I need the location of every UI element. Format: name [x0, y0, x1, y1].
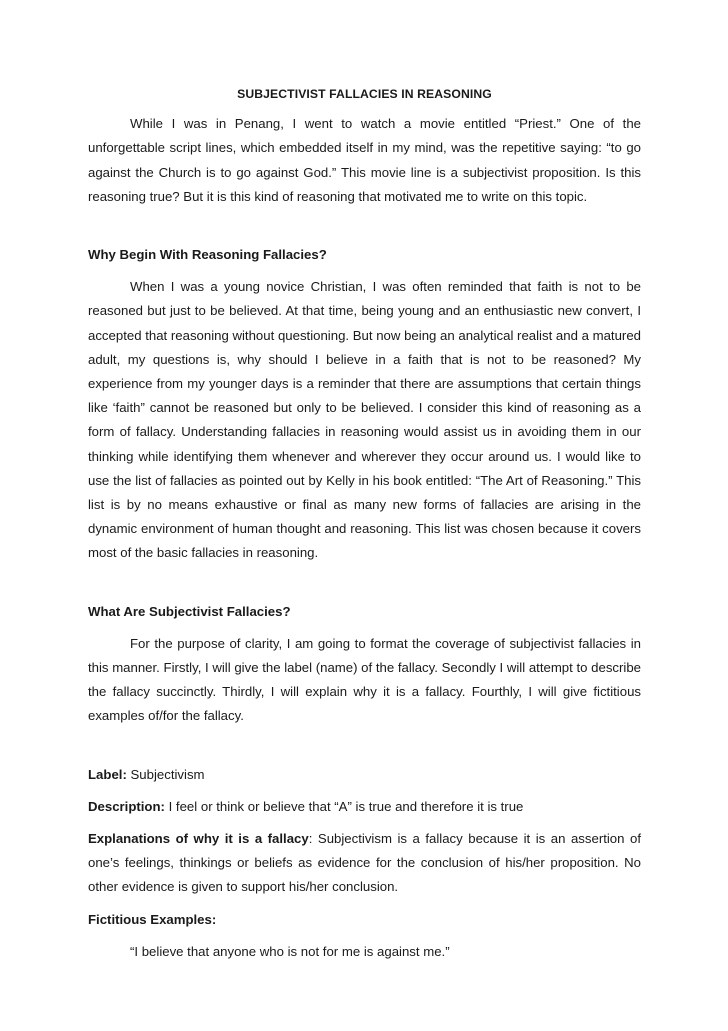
spacer: [88, 932, 641, 940]
spacer: [88, 819, 641, 827]
spacer: [88, 624, 641, 632]
examples-key: Fictitious Examples:: [88, 911, 217, 927]
description-value: I feel or think or believe that “A” is true and therefore it is true: [164, 798, 524, 814]
section-body-why-begin: When I was a young novice Christian, I was often reminded that faith is not to be reasoned but just to be believed. At that time, being young and an enthusiastic new convert, I accepted that reasoning without questioning. But now being an analytical realist and a matured adult, my questions is, why should I believe in a faith that is not to be reasoned? My experience from my younger days is a reminder that there are assumptions that certain things like ‘faith” cannot be reasoned but only to be believed. I consider this kind of reasoning as a form of fallacy. Understanding fallacies in reasoning would assist us in avoiding them in our thinking while identifying them whenever and wherever they occur around us. I would like to use the list of fallacies as pointed out by Kelly in his book entitled: “The Art of Reasoning.” This list is by no means exhaustive or final as many new forms of fallacies are arising in the dynamic environment of human thought and reasoning. This list was chosen because it covers most of the basic fallacies in reasoning.: [88, 279, 641, 561]
spacer: [88, 787, 641, 795]
spacer: [88, 566, 641, 600]
spacer: [88, 209, 641, 243]
section-heading-what-are: What Are Subjectivist Fallacies?: [88, 603, 291, 619]
fallacy-example-quote: “I believe that anyone who is not for me is against me.”: [130, 943, 450, 959]
document-title: SUBJECTIVIST FALLACIES IN REASONING: [237, 87, 492, 101]
fallacy-label-line: [88, 763, 641, 787]
explanation-key: Explanations of why it is a fallacy: [88, 831, 309, 847]
section-body-what-are: For the purpose of clarity, I am going to format the coverage of subjectivist fallacies in this manner. Firstly, I will give the label (name) of the fallacy. Secondly I will attempt to describe the fallacy succinctly. Thirdly, I will explain why it is a fallacy. Fourthly, I will give fictitious examples of/for the fallacy.: [88, 635, 641, 724]
label-value: Subjectivism: [126, 766, 205, 782]
description-key: Description:: [88, 798, 165, 814]
section-heading-why-begin: Why Begin With Reasoning Fallacies?: [88, 247, 327, 263]
spacer: [88, 267, 641, 275]
document-page: [88, 82, 641, 964]
fallacy-explanation-line: [88, 827, 641, 900]
fallacy-description-line: [88, 795, 641, 819]
intro-paragraph: While I was in Penang, I went to watch a movie entitled “Priest.” One of the unforgettable script lines, which embedded itself in my mind, was the repetitive saying: “to go against the Church is to go against God.” This movie line is a subjectivist proposition. Is this reasoning true? But it is this kind of reasoning that motivated me to write on this topic.: [88, 116, 641, 204]
explanation-value: : Subjectivism is a fallacy because it is an assertion of one’s feelings, thinkings or beliefs as evidence for the conclusion of his/her proposition. No other evidence is given to support his/her conclusion.: [88, 831, 641, 895]
label-key: Label:: [88, 766, 127, 782]
fallacy-examples-heading: [88, 908, 641, 932]
spacer: [88, 729, 641, 763]
spacer: [88, 900, 641, 908]
